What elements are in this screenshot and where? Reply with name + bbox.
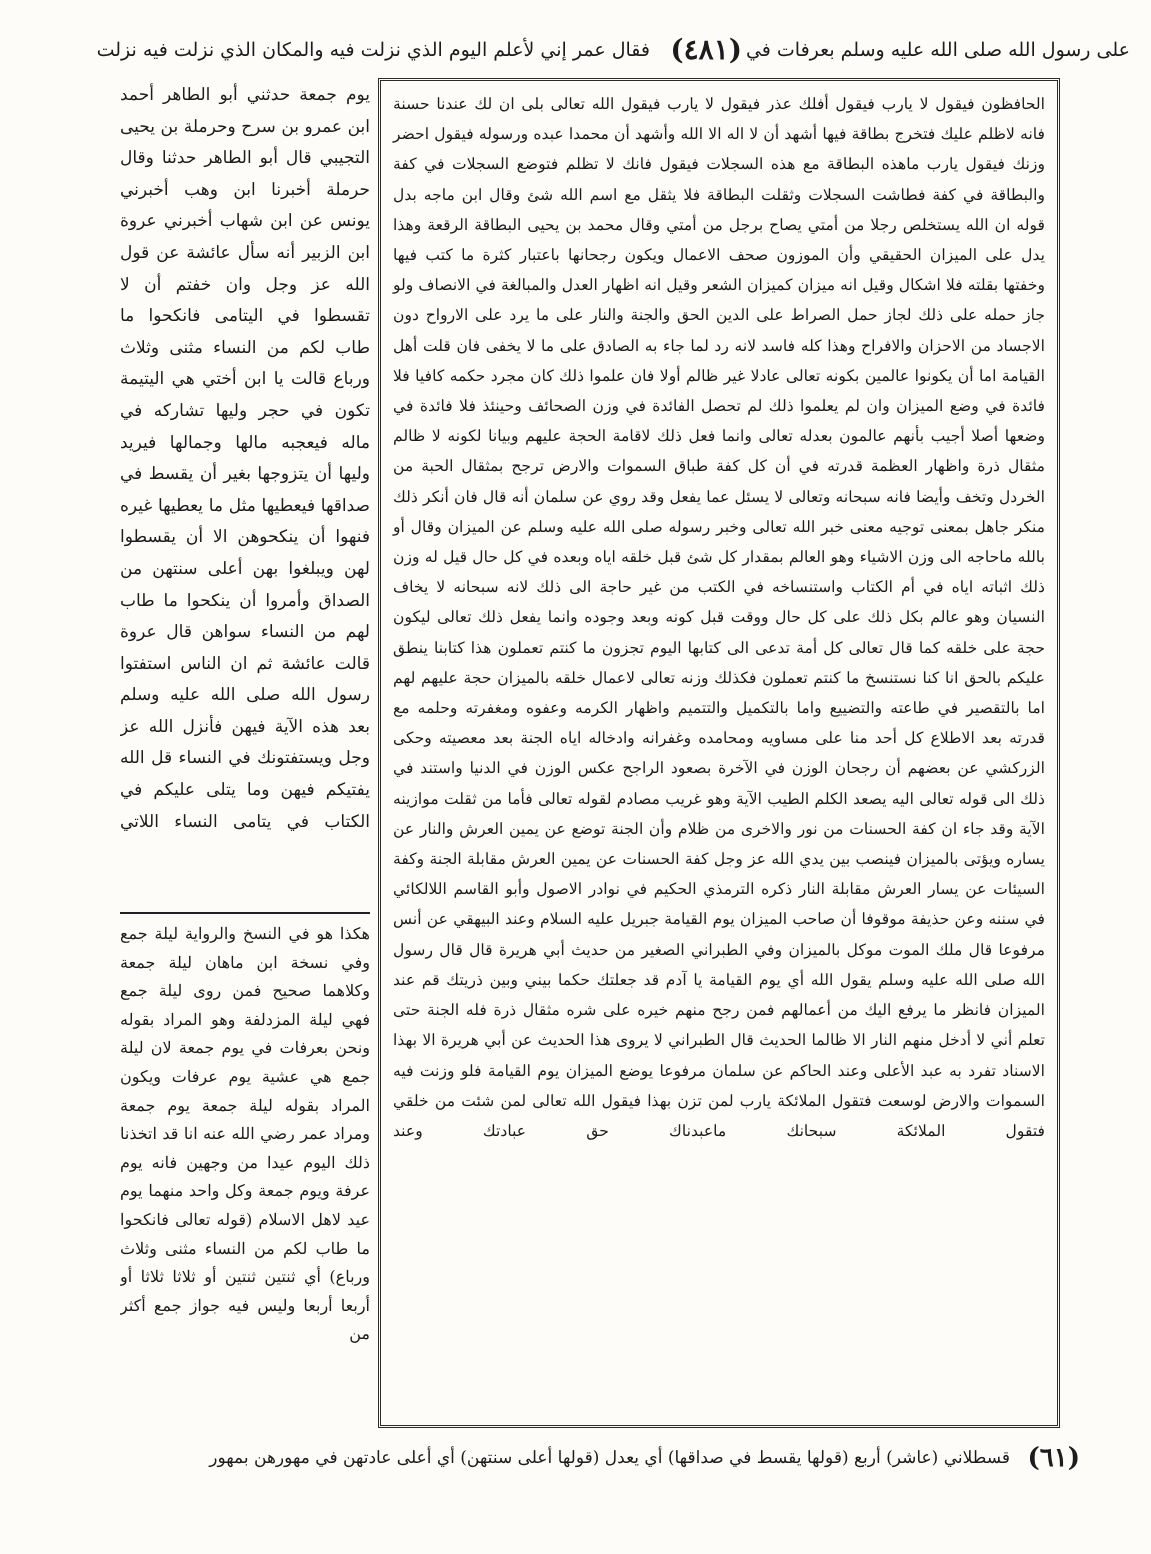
hadith-text: يوم جمعة حدثني أبو الطاهر أحمد ابن عمرو بن سرح وحرملة بن يحيى التجيبي قال أبو الطاهر حدثنا وقال حرملة أخبرنا ابن وهب أخبرني يونس عن ابن شهاب أخبرني عروة ابن الزبير أنه سأل عائشة عن قول الله عز وجل وان خفتم أن لا تقسطوا في اليتامى فانكحوا ما طاب لكم من النساء مثنى وثلاث ورباع قالت يا ابن أختي هي اليتيمة تكون في حجر وليها تشاركه في ماله فيعجبه مالها وجمالها فيريد وليها أن يتزوجها بغير أن يقسط في صداقها فيعطيها مثل ما يعطيها غيره فنهوا أن ينكحوهن الا أن يقسطوا لهن ويبلغوا بهن أعلى سنتهن من الصداق وأمروا أن ينكحوا ما طاب لهم من النساء سواهن قال عروة قالت عائشة ثم ان الناس استفتوا رسول الله صلى الله عليه وسلم بعد هذه الآية فيهن فأنزل الله عز وجل ويستفتونك في النساء قل الله يفتيكم فيهن وما يتلى عليكم في الكتاب في يتامى النساء اللاتي xyxy=(120,85,370,832)
running-header xyxy=(90,30,1130,70)
header-left-text: على رسول الله صلى الله عليه وسلم بعرفات في xyxy=(745,39,1130,61)
page-number: (٤٨١) xyxy=(670,33,742,66)
notes-text: هكذا هو في النسخ والرواية ليلة جمع وفي نسخة ابن ماهان ليلة جمعة وكلاهما صحيح فمن روى ليلة جمع فهي ليلة المزدلفة وهو المراد بقوله ونحن بعرفات في يوم جمعة لان ليلة جمع هي عشية يوم عرفات ويكون المراد بقوله ليلة جمعة يوم جمعة ومراد عمر رضي الله عنه انا قد اتخذنا ذلك اليوم عيدا من وجهين فانه يوم عرفة ويوم جمعة وكل واحد منهما يوم عيد لاهل الاسلام (قوله تعالى فانكحوا ما طاب لكم من النساء مثنى وثلاث ورباع) أي ثنتين ثنتين أو ثلاثا ثلاثا أو أربعا أربعا وليس فيه جواز جمع أكثر من xyxy=(120,924,370,1344)
side-column-hadith xyxy=(120,80,370,905)
commentary-box xyxy=(378,78,1060,1428)
page-footer xyxy=(120,1438,1080,1478)
footer-text: قسطلاني (عاشر) أربع (قولها يقسط في صداقها) أي يعدل (قولها أعلى سنتهن) أي أعلى عادتهن في مهورهن بمهور xyxy=(209,1448,1010,1468)
footer-page-marker: (٦١) xyxy=(1027,1443,1080,1473)
header-right-text: فقال عمر إني لأعلم اليوم الذي نزلت فيه والمكان الذي نزلت فيه نزلت xyxy=(96,39,650,61)
commentary-text: الحافظون فيقول لا يارب فيقول أفلك عذر فيقول لا يارب فيقول الله تعالى بلى ان لك عندنا حسنة فانه لاظلم عليك فتخرج بطاقة فيها أشهد أن لا اله الا الله وأشهد أن محمدا عبده ورسوله فيقول احضر وزنك فيقول يارب ماهذه البطاقة مع هذه السجلات فيقول فانك لا تظلم فتوضع السجلات في كفة والبطاقة في كفة فطاشت السجلات وثقلت البطاقة فلا يثقل مع اسم الله شئ وقال ابن ماجه بدل قوله ان الله يستخلص رجلا من أمتي يصاح برجل من أمتي وقال محمد بن يحيى البطاقة الرقعة وهذا يدل على الميزان الحقيقي وأن الموزون صحف الاعمال ويكون رجحانها باعتبار كثرة ما كتب فيها وخفتها بقلته فلا اشكال وقيل انه ميزان كميزان الشعر وقيل انه اظهار العدل والمبالغة في الانصاف ولو جاز حمله على ذلك لجاز حمل الصراط على الدين الحق والجنة والنار على ما يرد على الارواح دون الاجساد من الاحزان والافراح وهذا كله فاسد لانه رد لما جاء به الصادق على ما لا يخفى فان قلت أهل القيامة اما أن يكونوا عالمين بكونه تعالى عادلا غير ظالم أولا فان علموا ذلك كان مجرد حكمه كافيا فلا فائدة في وضع الميزان وان لم يعلموا ذلك لم تحصل الفائدة في وزن الصحائف وحينئذ فلا فائدة في وضعها أصلا أجيب بأنهم عالمون بعدله تعالى وانما فعل ذلك لاقامة الحجة عليهم وبيانا لكونه لا ظالم مثقال ذرة واظهار العظمة قدرته في أن كل كفة طباق السموات والارض ترجح بمثقال الحبة من الخردل وتخف وأيضا فانه سبحانه وتعالى لا يسئل عما يفعل وقد روي عن سلمان أنه قال فان أنكر ذلك منكر جاهل بمعنى توجيه معنى خبر الله تعالى وخبر رسوله صلى الله عليه وسلم عن الميزان وقال أو بالله ماحاجه الى وزن الاشياء وهو العالم بمقدار كل شئ قبل خلقه اياه وبعده في كل حال قيل له وزن ذلك اثباته اياه في أم الكتاب واستنساخه في الكتب من غير حاجة الى ذلك لانه سبحانه لا يخاف النسيان وهو عالم بكل ذلك على كل حال ووقت قبل كونه وبعد وجوده وانما يفعل ذلك تعالى ليكون حجة على خلقه كما قال تعالى كل أمة تدعى الى كتابها اليوم تجزون ما كنتم تعملون هذا كتابنا ينطق عليكم بالحق انا كنا نستنسخ ما كنتم تعملون فكذلك وزنه تعالى لاعمال خلقه بالميزان حجة عليهم لهم اما بالتقصير في طاعته والتضييع واما بالتكميل والتتميم واظهار الكرمه وعفوه ومغفرته وحلمه مع قدرته بعد الاطلاع كل أحد منا على مساويه ومحامده وغفرانه وادخاله اياه الجنة بعد معصيته وحكى الزركشي عن بعضهم أن رجحان الوزن في الآخرة بصعود الراجح عكس الوزن في الدنيا واستند في ذلك الى قوله تعالى اليه يصعد الكلم الطيب الآية وهو غريب مصادم لقوله تعالى فأما من ثقلت موازينه الآية وقد جاء ان كفة الحسنات من نور والاخرى من ظلام وأن الجنة توضع عن يمين العرش والنار عن يساره ويؤتى بالميزان فينصب بين يدي الله عز وجل كفة الحسنات عن يمين العرش مقابلة الجنة وكفة السيئات عن يسار العرش مقابلة النار ذكره الترمذي الحكيم في نوادر الاصول وأبو القاسم اللالكائي في سننه وعن حذيفة موقوفا أن صاحب الميزان يوم القيامة جبريل عليه السلام وعند البيهقي عن أنس مرفوعا قال ملك الموت موكل بالميزان وفي الطبراني الصغير من حديث أبي هريرة قال قال رسول الله صلى الله عليه وسلم يقول الله أي يوم القيامة يا آدم قد جعلتك حكما بيني وبين ذريتك قم عند الميزان فانظر ما يرفع اليك من أعمالهم فمن رجح منهم خيره على شره مثقال ذرة فله الجنة حتى تعلم أني لا أدخل منهم النار الا ظالما الحديث قال الطبراني لا يروى هذا الحديث عن أبي هريرة الا بهذا الاسناد تفرد به عبد الأعلى وعند الحاكم عن سلمان مرفوعا يوضع الميزان يوم القيامة فلو وزنت فيه السموات والارض لوسعت فتقول الملائكة يارب لمن تزن بهذا فيقول الله تعالى لمن شئت من خلقي فتقول الملائكة سبحانك ماعبدناك حق عبادتك وعند xyxy=(393,95,1045,1140)
side-column-notes xyxy=(120,920,370,1425)
side-divider xyxy=(120,912,370,914)
